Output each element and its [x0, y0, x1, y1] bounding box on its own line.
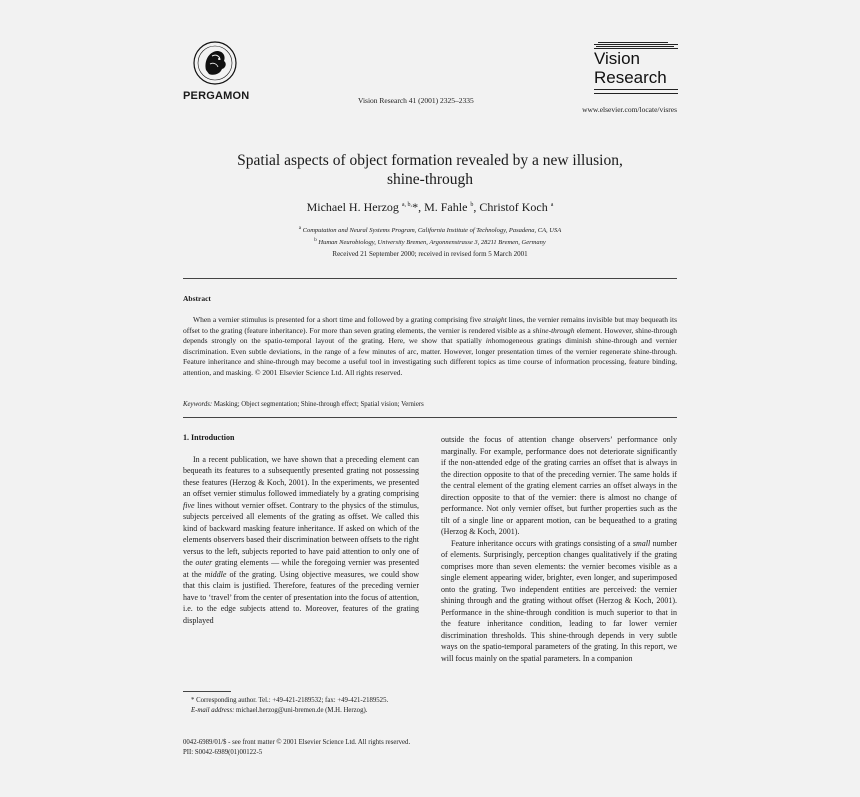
publisher-emblem-icon	[190, 40, 240, 86]
column-left	[183, 432, 419, 626]
section-heading: 1. Introduction	[183, 433, 235, 442]
divider-keywords	[183, 417, 677, 418]
abstract-heading: Abstract	[183, 294, 211, 303]
keywords	[183, 401, 677, 408]
author-name: M. Fahle	[424, 200, 468, 214]
received-dates: Received 21 September 2000; received in revised form 5 March 2001	[332, 250, 528, 258]
intro-paragraph-continued: outside the focus of attention change observers’ performance only marginally. For example, performance does not deteriorate significantly if the non-attended edge of the grating carries an offset that is always in the direction opposite to that of the preceding vernier. The same holds if the central element of the grating element carries an offset always in the direction opposite to that of the vernier: there is almost no change of performance. Not only vernier offset, but further properties such as the tilt of a single line or apparent motion, can be bequeathed to a grating (Herzog & Koch, 2001).	[441, 435, 677, 536]
affiliation-b: $^b$ Human Neurobiology, University Bremen, Argonnenstrasse 3, 28211 Bremen, Germany	[314, 237, 546, 246]
author-affil-mark: a	[550, 202, 554, 208]
intro-paragraph-1: In a recent publication, we have shown that a preceding element can bequeath its features to a subsequently presented grating not possessing these features (Herzog & Koch, 2001). In the experiments, we presented an offset vernier stimulus followed immediately by a grating comprising five lines without vernier offset. Contrary to the physics of the stimulus, subjects perceived all elements of the grating as offset. We called this kind of backward masking feature inheritance. If asked on which of the elements observers based their discrimination between offsets to the right versus to the left, subjects reported to have paid attention to only one of the outer grating elements — while the foregoing vernier was presented at the middle of the grating. Using objective measures, we could show that this claim is justified. Therefore, features of the preceding vernier have to ‘travel’ from the center of presentation into the focus of attention, i.e. to the edge subjects attend to. Moreover, features of the grating displayed	[183, 454, 420, 625]
footnote	[183, 696, 419, 716]
keywords-label: Keywords:	[183, 401, 213, 408]
keywords-text: Masking; Object segmentation; Shine-through effect; Spatial vision; Verniers	[212, 401, 424, 408]
copyright-line: 0042-6989/01/$ - see front matter © 2001 Elsevier Science Ltd. All rights reserved.	[183, 739, 411, 746]
divider-top	[183, 278, 677, 279]
author-name: Christof Koch	[479, 200, 548, 214]
column-right	[441, 434, 677, 664]
author-affil-mark: b	[470, 202, 474, 208]
journal-url[interactable]: www.elsevier.com/locate/visres	[582, 105, 677, 114]
journal-logo-line2: Research	[594, 68, 667, 87]
journal-citation: Vision Research 41 (2001) 2325–2335	[358, 96, 474, 105]
affiliation-a: $^a$ Computation and Neural Systems Program, California Institute of Technology, Pasadena, CA, USA	[298, 226, 562, 235]
logo-bars-decoration	[594, 42, 678, 49]
pii-line: PII: S0042-6989(01)00122-5	[183, 749, 263, 756]
corresponding-author-note: * Corresponding author. Tel.: +49-421-2189532; fax: +49-421-2189525.	[191, 697, 389, 704]
author-affil-mark: a, b,	[401, 202, 413, 208]
copyright-notice	[183, 738, 410, 758]
title-line-1: Spatial aspects of object formation revealed by a new illusion,	[237, 152, 623, 169]
footnote-divider	[183, 691, 231, 692]
journal-logo-line1: Vision	[594, 49, 640, 68]
pergamon-logo	[183, 40, 255, 102]
title-line-2: shine-through	[386, 171, 474, 188]
email-note: E-mail address: michael.herzog@uni-bremen.de (M.H. Herzog).	[191, 707, 368, 714]
journal-logo	[594, 42, 678, 94]
corresponding-mark: *	[412, 200, 419, 214]
abstract-text: When a vernier stimulus is presented for a short time and followed by a grating comprising five straight lines, the vernier remains invisible but may bequeath its offset to the grating (feature inheritance). For more than seven grating elements, the vernier is rendered visible as a shine-through element. However, shine-through depends strongly on the spatio-temporal layout of the grating. Here, we show that spatially inhomogeneous gratings diminish shine-through and vernier discrimination. Even subtle deviations, in the range of a few minutes of arc, matter. However, longer presentation times of the vernier regenerate shine-through. Feature inheritance and shine-through may become a useful tool in investigating such different topics as time course of information processing, feature binding, attention, and masking. © 2001 Elsevier Science Ltd. All rights reserved.	[183, 315, 677, 377]
affiliations	[183, 224, 677, 247]
article-title	[183, 151, 677, 189]
intro-paragraph-2: Feature inheritance occurs with gratings consisting of a small number of elements. Surprisingly, perception changes qualitatively if the grating comprises more than seven elements: the vernier becomes visible as a single element appearing wider, brighter, even longer, and superimposed onto the grating. Two independent entities are perceived: the vernier shining through and the grating without offset (Herzog & Koch, 2001). Performance in the shine-through condition is much superior to that in the feature inheritance condition, leading to far lower vernier discrimination thresholds. This shine-through depends in very subtle ways on the spatio-temporal parameters of the grating. In this report, we will focus mainly on the spatial parameters. In a companion	[441, 538, 678, 663]
author-name: Michael H. Herzog	[306, 200, 399, 214]
author-list: Michael H. Herzog $^{a, b,}$*, M. Fahle $^b$, Christof Koch $^a$	[306, 200, 554, 214]
publisher-name: PERGAMON	[183, 90, 250, 102]
